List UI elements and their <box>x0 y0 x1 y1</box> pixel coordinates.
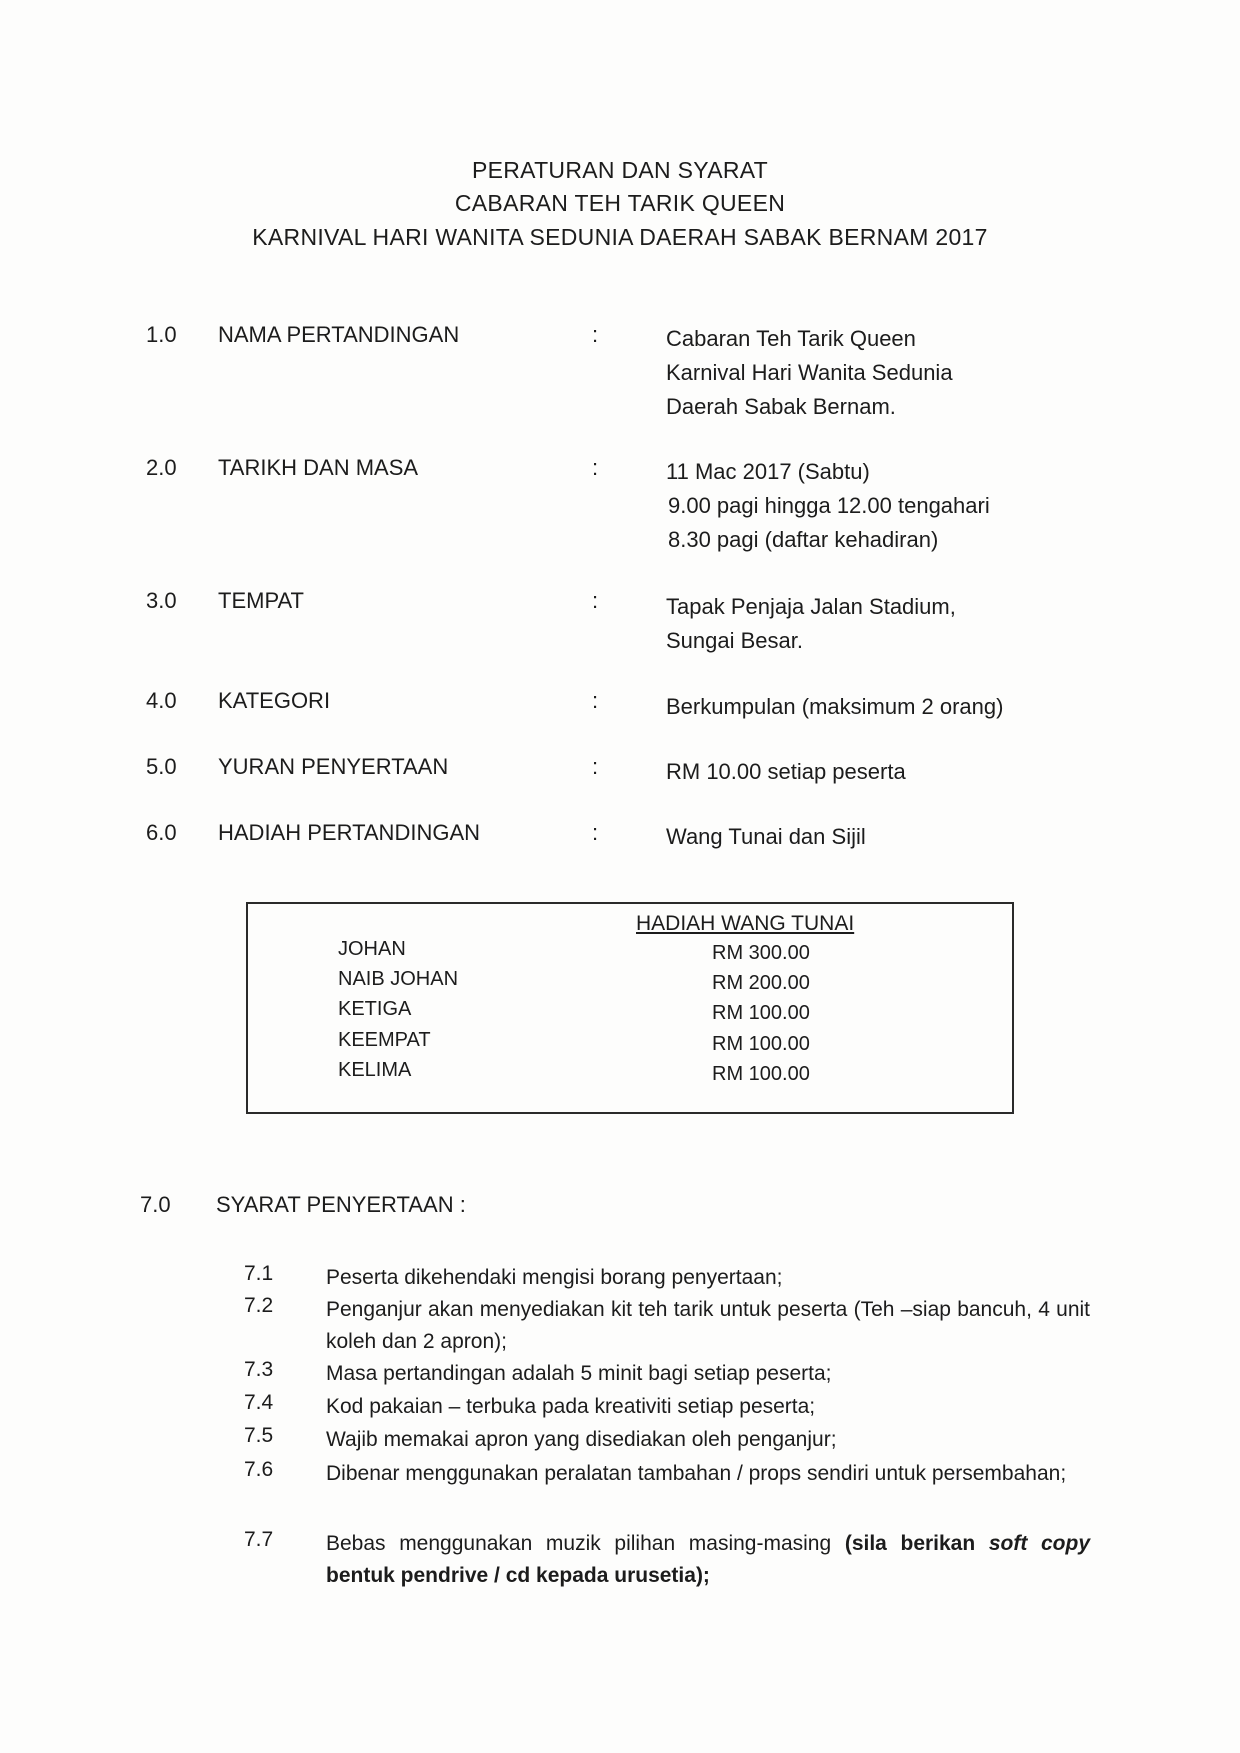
value-line: 8.30 pagi (daftar kehadiran) <box>668 527 939 552</box>
prize-table-heading: HADIAH WANG TUNAI <box>636 912 855 935</box>
section-label: TEMPAT <box>218 588 304 613</box>
document-title-line-2: CABARAN TEH TARIK QUEEN <box>454 190 786 216</box>
condition-number: 7.6 <box>244 1458 274 1481</box>
value-line: Daerah Sabak Bernam. <box>666 394 896 419</box>
value-line: Wang Tunai dan Sijil <box>666 824 866 849</box>
value-line: 11 Mac 2017 (Sabtu) <box>666 459 870 484</box>
document-title-line-1: PERATURAN DAN SYARAT <box>471 157 769 183</box>
prize-place: KELIMA <box>338 1059 412 1081</box>
condition-number: 7.4 <box>244 1391 274 1414</box>
prize-amount: RM 100.00 <box>712 1033 810 1055</box>
condition-text <box>326 1528 1090 1592</box>
document-title-line-3: KARNIVAL HARI WANITA SEDUNIA DAERAH SABAK BERNAM 2017 <box>252 224 988 250</box>
value-line: Berkumpulan (maksimum 2 orang) <box>666 694 1004 719</box>
condition-text: Penganjur akan menyediakan kit teh tarik untuk peserta (Teh –siap bancuh, 4 unit koleh dan 2 apron); <box>326 1298 1090 1353</box>
section-value <box>666 455 990 557</box>
section-number: 2.0 <box>146 455 177 480</box>
prize-amount: RM 300.00 <box>712 942 810 964</box>
condition-number: 7.2 <box>244 1294 274 1317</box>
condition-text: Kod pakaian – terbuka pada kreativiti setiap peserta; <box>326 1395 816 1418</box>
section-value <box>666 755 906 789</box>
prize-place: JOHAN <box>338 938 406 960</box>
condition-number: 7.1 <box>244 1262 274 1285</box>
section-colon: : <box>592 588 599 613</box>
condition-text: Wajib memakai apron yang disediakan oleh penganjur; <box>326 1428 837 1451</box>
section-value <box>666 590 956 658</box>
value-line: Sungai Besar. <box>666 628 803 653</box>
section-label: HADIAH PERTANDINGAN <box>218 820 481 845</box>
value-line: 9.00 pagi hingga 12.00 tengahari <box>668 493 990 518</box>
condition-text: Peserta dikehendaki mengisi borang penyertaan; <box>326 1266 783 1289</box>
section-colon: : <box>592 688 599 713</box>
section-number: 4.0 <box>146 688 177 713</box>
section-number: 5.0 <box>146 754 177 779</box>
section-colon: : <box>592 322 599 347</box>
condition-text: Dibenar menggunakan peralatan tambahan / props sendiri untuk persembahan; <box>326 1462 1067 1485</box>
condition-number: 7.3 <box>244 1358 274 1381</box>
prize-amount: RM 100.00 <box>712 1063 810 1085</box>
section-colon: : <box>592 820 599 845</box>
section-syarat-penyertaan <box>140 1192 466 1218</box>
prize-place: KETIGA <box>338 998 412 1020</box>
section-number: 6.0 <box>146 820 177 845</box>
section-number: 1.0 <box>146 322 177 347</box>
condition-text-bold: bentuk pendrive / cd kepada urusetia); <box>326 1564 710 1587</box>
section-label <box>216 1192 466 1218</box>
section-colon: : <box>592 455 599 480</box>
value-line: Karnival Hari Wanita Sedunia <box>666 360 953 385</box>
condition-number: 7.7 <box>244 1528 274 1551</box>
condition-text-bold: (sila berikan <box>844 1532 976 1555</box>
value-line: Cabaran Teh Tarik Queen <box>666 326 916 351</box>
prize-amount: RM 100.00 <box>712 1002 810 1024</box>
section-colon: : <box>592 754 599 779</box>
prize-place: NAIB JOHAN <box>338 968 459 990</box>
section-number: 7.0 <box>140 1192 171 1217</box>
condition-number: 7.5 <box>244 1424 274 1447</box>
value-line: Tapak Penjaja Jalan Stadium, <box>666 594 956 619</box>
section-label: YURAN PENYERTAAN <box>218 754 449 779</box>
section-value <box>666 690 1003 724</box>
value-line: RM 10.00 setiap peserta <box>666 759 906 784</box>
prize-place: KEEMPAT <box>338 1029 431 1051</box>
section-label: NAMA PERTANDINGAN <box>218 322 460 347</box>
section-value <box>666 820 866 854</box>
condition-text-italic: soft copy <box>988 1532 1091 1555</box>
section-label: TARIKH DAN MASA <box>218 455 419 480</box>
section-colon: : <box>459 1192 466 1217</box>
section-title-text: SYARAT PENYERTAAN <box>216 1192 454 1217</box>
prize-amount: RM 200.00 <box>712 972 810 994</box>
condition-text: Masa pertandingan adalah 5 minit bagi setiap peserta; <box>326 1362 832 1385</box>
section-value <box>666 322 953 424</box>
condition-text-plain: Bebas menggunakan muzik pilihan masing-masing <box>326 1532 832 1555</box>
section-label: KATEGORI <box>218 688 331 713</box>
section-number: 3.0 <box>146 588 177 613</box>
